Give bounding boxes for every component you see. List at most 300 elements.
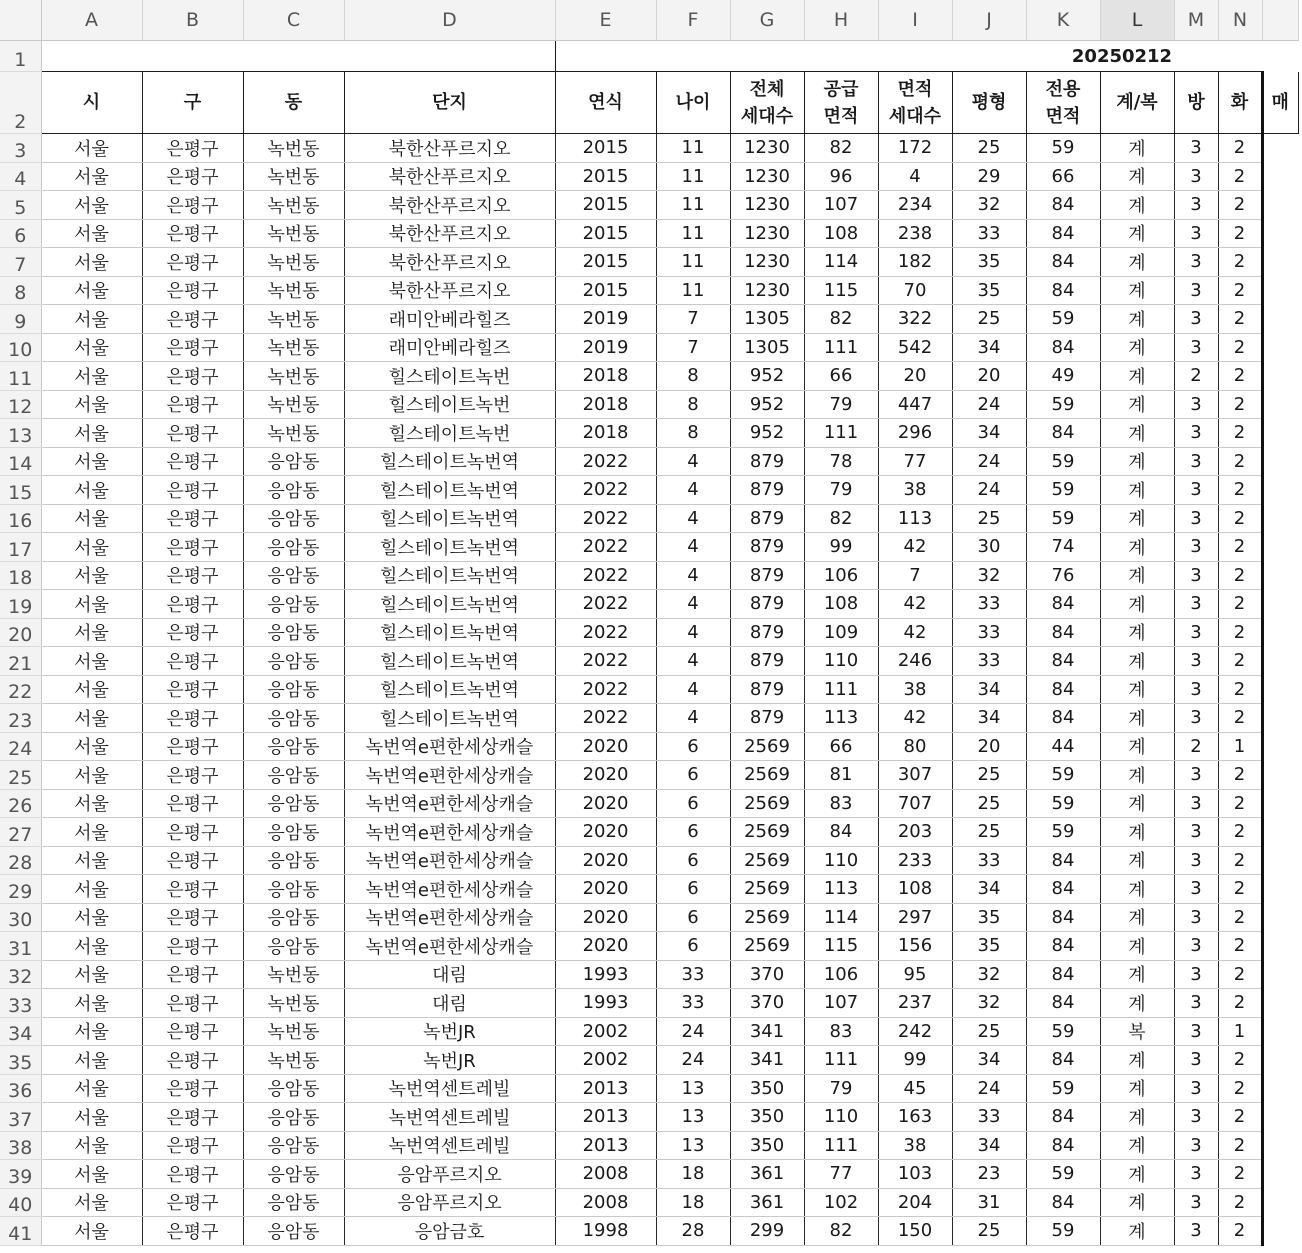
cell[interactable]: 33 — [656, 960, 730, 989]
cell[interactable]: 34 — [952, 1131, 1026, 1160]
cell[interactable]: 2015 — [555, 134, 656, 163]
cell[interactable]: 계 — [1100, 419, 1174, 448]
cell[interactable]: 84 — [1026, 1188, 1100, 1217]
cell[interactable]: 6 — [656, 875, 730, 904]
cell[interactable]: 계 — [1100, 647, 1174, 676]
cell[interactable]: 2 — [1218, 561, 1262, 590]
cell[interactable]: 2022 — [555, 675, 656, 704]
cell[interactable]: 녹번동 — [243, 162, 344, 191]
cell[interactable]: 23 — [952, 1160, 1026, 1189]
cell[interactable] — [1262, 1188, 1298, 1217]
cell[interactable]: 3 — [1174, 761, 1218, 790]
row-header[interactable]: 18 — [0, 561, 41, 590]
cell[interactable]: 2015 — [555, 191, 656, 220]
cell[interactable]: 370 — [730, 989, 804, 1018]
cell[interactable]: 래미안베라힐즈 — [344, 305, 555, 334]
cell[interactable]: 113 — [804, 704, 878, 733]
cell[interactable]: 녹번역센트레빌 — [344, 1074, 555, 1103]
cell[interactable]: 542 — [878, 333, 952, 362]
cell[interactable]: 2569 — [730, 932, 804, 961]
cell[interactable]: 95 — [878, 960, 952, 989]
cell[interactable]: 2015 — [555, 162, 656, 191]
row-header[interactable]: 8 — [0, 276, 41, 305]
cell[interactable]: 1 — [1218, 732, 1262, 761]
row-header[interactable]: 39 — [0, 1160, 41, 1189]
row-header[interactable]: 19 — [0, 590, 41, 619]
cell[interactable] — [1262, 305, 1298, 334]
cell[interactable]: 은평구 — [142, 989, 243, 1018]
cell[interactable] — [555, 41, 1026, 72]
cell[interactable]: 서울 — [41, 276, 142, 305]
cell[interactable]: 108 — [804, 590, 878, 619]
cell[interactable]: 서울 — [41, 618, 142, 647]
cell[interactable]: 879 — [730, 704, 804, 733]
cell[interactable]: 111 — [804, 1131, 878, 1160]
cell[interactable]: 계 — [1100, 618, 1174, 647]
cell[interactable]: 59 — [1026, 1017, 1100, 1046]
header-cell[interactable]: 동 — [243, 72, 344, 134]
cell[interactable]: 응암동 — [243, 533, 344, 562]
cell[interactable]: 59 — [1026, 761, 1100, 790]
cell[interactable]: 361 — [730, 1160, 804, 1189]
cell[interactable]: 11 — [656, 248, 730, 277]
cell[interactable]: 2 — [1218, 504, 1262, 533]
row-header[interactable]: 1 — [0, 41, 41, 72]
cell[interactable]: 서울 — [41, 846, 142, 875]
cell[interactable]: 은평구 — [142, 362, 243, 391]
cell[interactable]: 49 — [1026, 362, 1100, 391]
cell[interactable]: 힐스테이트녹번역 — [344, 561, 555, 590]
row-header[interactable]: 38 — [0, 1131, 41, 1160]
cell[interactable]: 서울 — [41, 362, 142, 391]
cell[interactable]: 은평구 — [142, 561, 243, 590]
cell[interactable]: 1993 — [555, 960, 656, 989]
cell[interactable]: 84 — [1026, 903, 1100, 932]
cell[interactable]: 3 — [1174, 561, 1218, 590]
row-header[interactable]: 33 — [0, 989, 41, 1018]
cell[interactable]: 238 — [878, 219, 952, 248]
header-cell[interactable]: 나이 — [656, 72, 730, 134]
header-cell[interactable]: 화 — [1218, 72, 1262, 134]
cell[interactable]: 2 — [1218, 533, 1262, 562]
cell[interactable]: 2020 — [555, 903, 656, 932]
cell[interactable]: 82 — [804, 1217, 878, 1246]
header-cell[interactable]: 면적 세대수 — [878, 72, 952, 134]
row-header[interactable]: 37 — [0, 1103, 41, 1132]
cell[interactable]: 북한산푸르지오 — [344, 162, 555, 191]
cell[interactable]: 76 — [1026, 561, 1100, 590]
cell[interactable]: 3 — [1174, 818, 1218, 847]
cell[interactable]: 대림 — [344, 960, 555, 989]
cell[interactable]: 계 — [1100, 1131, 1174, 1160]
cell[interactable]: 296 — [878, 419, 952, 448]
cell[interactable]: 109 — [804, 618, 878, 647]
cell[interactable] — [1262, 761, 1298, 790]
cell[interactable]: 34 — [952, 675, 1026, 704]
cell[interactable]: 34 — [952, 419, 1026, 448]
cell[interactable]: 계 — [1100, 561, 1174, 590]
row-header[interactable]: 5 — [0, 191, 41, 220]
cell[interactable]: 3 — [1174, 1217, 1218, 1246]
cell[interactable]: 84 — [1026, 248, 1100, 277]
header-cell[interactable]: 평형 — [952, 72, 1026, 134]
cell[interactable]: 은평구 — [142, 191, 243, 220]
cell[interactable]: 8 — [656, 390, 730, 419]
cell[interactable]: 81 — [804, 761, 878, 790]
cell[interactable]: 38 — [878, 476, 952, 505]
cell[interactable]: 2569 — [730, 761, 804, 790]
cell[interactable]: 3 — [1174, 533, 1218, 562]
cell[interactable]: 80 — [878, 732, 952, 761]
cell[interactable]: 2 — [1218, 476, 1262, 505]
cell[interactable]: 2 — [1218, 390, 1262, 419]
cell[interactable]: 녹번역e편한세상캐슬 — [344, 732, 555, 761]
cell[interactable]: 33 — [952, 219, 1026, 248]
cell[interactable]: 13 — [656, 1103, 730, 1132]
cell[interactable]: 서울 — [41, 476, 142, 505]
cell[interactable]: 응암동 — [243, 1103, 344, 1132]
cell[interactable]: 계 — [1100, 476, 1174, 505]
column-header-o[interactable] — [1262, 0, 1298, 41]
row-header[interactable]: 32 — [0, 960, 41, 989]
cell[interactable]: 70 — [878, 276, 952, 305]
cell[interactable]: 111 — [804, 419, 878, 448]
cell[interactable]: 은평구 — [142, 704, 243, 733]
cell[interactable]: 42 — [878, 618, 952, 647]
cell[interactable]: 녹번동 — [243, 191, 344, 220]
cell[interactable]: 341 — [730, 1046, 804, 1075]
cell[interactable]: 계 — [1100, 590, 1174, 619]
cell[interactable]: 3 — [1174, 162, 1218, 191]
column-header-a[interactable]: A — [41, 0, 142, 41]
cell[interactable] — [1262, 276, 1298, 305]
cell[interactable]: 힐스테이트녹번역 — [344, 675, 555, 704]
cell[interactable]: 계 — [1100, 761, 1174, 790]
cell[interactable]: 2008 — [555, 1188, 656, 1217]
cell[interactable]: 녹번역e편한세상캐슬 — [344, 789, 555, 818]
cell[interactable]: 83 — [804, 789, 878, 818]
cell[interactable]: 은평구 — [142, 675, 243, 704]
row-header[interactable]: 21 — [0, 647, 41, 676]
cell[interactable]: 3 — [1174, 419, 1218, 448]
cell[interactable]: 은평구 — [142, 647, 243, 676]
header-cell[interactable]: 방 — [1174, 72, 1218, 134]
cell[interactable]: 3 — [1174, 390, 1218, 419]
row-header[interactable]: 41 — [0, 1217, 41, 1246]
cell[interactable]: 59 — [1026, 134, 1100, 163]
cell[interactable]: 2 — [1218, 618, 1262, 647]
cell[interactable]: 204 — [878, 1188, 952, 1217]
cell[interactable]: 3 — [1174, 219, 1218, 248]
cell[interactable]: 3 — [1174, 276, 1218, 305]
cell[interactable]: 25 — [952, 761, 1026, 790]
row-header[interactable]: 22 — [0, 675, 41, 704]
row-header[interactable]: 40 — [0, 1188, 41, 1217]
cell[interactable] — [1262, 1131, 1298, 1160]
cell[interactable]: 은평구 — [142, 932, 243, 961]
cell[interactable]: 응암동 — [243, 761, 344, 790]
cell[interactable]: 6 — [656, 932, 730, 961]
column-header-i[interactable]: I — [878, 0, 952, 41]
cell[interactable]: 110 — [804, 647, 878, 676]
cell[interactable]: 2 — [1218, 590, 1262, 619]
cell[interactable]: 1230 — [730, 219, 804, 248]
cell[interactable]: 879 — [730, 675, 804, 704]
cell[interactable]: 113 — [878, 504, 952, 533]
cell[interactable] — [1262, 561, 1298, 590]
cell[interactable]: 서울 — [41, 903, 142, 932]
cell[interactable]: 은평구 — [142, 1217, 243, 1246]
cell[interactable]: 96 — [804, 162, 878, 191]
cell[interactable]: 11 — [656, 191, 730, 220]
cell[interactable]: 3 — [1174, 333, 1218, 362]
cell[interactable]: 은평구 — [142, 1188, 243, 1217]
cell[interactable]: 서울 — [41, 134, 142, 163]
cell[interactable]: 1305 — [730, 305, 804, 334]
cell[interactable] — [1262, 390, 1298, 419]
cell[interactable]: 2008 — [555, 1160, 656, 1189]
cell[interactable]: 녹번동 — [243, 362, 344, 391]
column-header-g[interactable]: G — [730, 0, 804, 41]
cell[interactable]: 33 — [952, 846, 1026, 875]
cell[interactable]: 2 — [1218, 1046, 1262, 1075]
cell[interactable] — [1262, 989, 1298, 1018]
cell[interactable] — [1262, 362, 1298, 391]
cell[interactable]: 서울 — [41, 989, 142, 1018]
cell[interactable]: 2 — [1218, 1188, 1262, 1217]
cell[interactable]: 은평구 — [142, 419, 243, 448]
cell[interactable]: 1230 — [730, 162, 804, 191]
row-header[interactable]: 13 — [0, 419, 41, 448]
cell[interactable] — [1262, 41, 1298, 72]
cell[interactable]: 응암동 — [243, 1188, 344, 1217]
cell[interactable]: 2 — [1218, 162, 1262, 191]
cell[interactable]: 응암동 — [243, 818, 344, 847]
cell[interactable]: 4 — [656, 447, 730, 476]
cell[interactable]: 350 — [730, 1103, 804, 1132]
cell[interactable]: 203 — [878, 818, 952, 847]
column-header-c[interactable]: C — [243, 0, 344, 41]
cell[interactable]: 59 — [1026, 447, 1100, 476]
cell[interactable]: 237 — [878, 989, 952, 1018]
row-header[interactable]: 20 — [0, 618, 41, 647]
cell[interactable]: 4 — [656, 561, 730, 590]
cell[interactable]: 952 — [730, 419, 804, 448]
cell[interactable]: 879 — [730, 561, 804, 590]
column-header-f[interactable]: F — [656, 0, 730, 41]
cell[interactable]: 은평구 — [142, 219, 243, 248]
cell[interactable]: 242 — [878, 1017, 952, 1046]
cell[interactable]: 952 — [730, 390, 804, 419]
cell[interactable] — [1262, 818, 1298, 847]
cell[interactable]: 82 — [804, 305, 878, 334]
cell[interactable]: 응암동 — [243, 1160, 344, 1189]
column-header-n[interactable]: N — [1218, 0, 1262, 41]
cell[interactable]: 녹번동 — [243, 248, 344, 277]
cell[interactable]: 84 — [1026, 846, 1100, 875]
cell[interactable]: 녹번동 — [243, 390, 344, 419]
cell[interactable]: 힐스테이트녹번 — [344, 362, 555, 391]
cell[interactable]: 8 — [656, 362, 730, 391]
cell[interactable]: 59 — [1026, 504, 1100, 533]
cell[interactable]: 25 — [952, 134, 1026, 163]
cell[interactable]: 녹번역e편한세상캐슬 — [344, 875, 555, 904]
row-header[interactable]: 28 — [0, 846, 41, 875]
cell[interactable]: 은평구 — [142, 1046, 243, 1075]
cell[interactable]: 35 — [952, 932, 1026, 961]
cell[interactable]: 11 — [656, 134, 730, 163]
cell[interactable]: 서울 — [41, 504, 142, 533]
cell[interactable]: 24 — [952, 390, 1026, 419]
cell[interactable]: 45 — [878, 1074, 952, 1103]
cell[interactable]: 서울 — [41, 1217, 142, 1246]
cell[interactable]: 녹번동 — [243, 134, 344, 163]
cell[interactable]: 66 — [804, 732, 878, 761]
cell[interactable]: 20 — [952, 732, 1026, 761]
column-header-d[interactable]: D — [344, 0, 555, 41]
cell[interactable]: 서울 — [41, 1160, 142, 1189]
cell[interactable]: 350 — [730, 1074, 804, 1103]
cell[interactable] — [1262, 191, 1298, 220]
cell[interactable]: 2019 — [555, 305, 656, 334]
cell[interactable]: 은평구 — [142, 1017, 243, 1046]
cell[interactable]: 녹번역e편한세상캐슬 — [344, 903, 555, 932]
cell[interactable]: 108 — [878, 875, 952, 904]
cell[interactable]: 3 — [1174, 476, 1218, 505]
cell[interactable]: 응암동 — [243, 932, 344, 961]
cell[interactable]: 2015 — [555, 276, 656, 305]
cell[interactable]: 44 — [1026, 732, 1100, 761]
cell[interactable]: 2022 — [555, 533, 656, 562]
cell[interactable]: 35 — [952, 248, 1026, 277]
cell[interactable]: 은평구 — [142, 533, 243, 562]
cell[interactable]: 2020 — [555, 846, 656, 875]
cell[interactable]: 33 — [952, 1103, 1026, 1132]
cell[interactable]: 114 — [804, 248, 878, 277]
cell[interactable]: 은평구 — [142, 162, 243, 191]
cell[interactable]: 6 — [656, 732, 730, 761]
cell[interactable]: 66 — [1026, 162, 1100, 191]
cell[interactable]: 응암금호 — [344, 1217, 555, 1246]
cell[interactable]: 서울 — [41, 1188, 142, 1217]
cell[interactable]: 2020 — [555, 932, 656, 961]
cell[interactable]: 은평구 — [142, 276, 243, 305]
cell[interactable]: 3 — [1174, 447, 1218, 476]
cell[interactable]: 350 — [730, 1131, 804, 1160]
cell[interactable] — [1262, 504, 1298, 533]
cell[interactable]: 102 — [804, 1188, 878, 1217]
cell[interactable]: 299 — [730, 1217, 804, 1246]
cell[interactable]: 2 — [1218, 248, 1262, 277]
cell[interactable]: 3 — [1174, 932, 1218, 961]
cell[interactable]: 1230 — [730, 134, 804, 163]
cell[interactable]: 110 — [804, 1103, 878, 1132]
cell[interactable]: 6 — [656, 903, 730, 932]
header-cell[interactable]: 단지 — [344, 72, 555, 134]
cell[interactable]: 서울 — [41, 818, 142, 847]
cell[interactable]: 2015 — [555, 219, 656, 248]
cell[interactable]: 녹번동 — [243, 219, 344, 248]
cell[interactable]: 계 — [1100, 248, 1174, 277]
column-header-h[interactable]: H — [804, 0, 878, 41]
row-header[interactable]: 30 — [0, 903, 41, 932]
cell[interactable]: 응암동 — [243, 1217, 344, 1246]
cell[interactable]: 녹번동 — [243, 276, 344, 305]
cell[interactable]: 370 — [730, 960, 804, 989]
row-header[interactable]: 3 — [0, 134, 41, 163]
cell[interactable]: 361 — [730, 1188, 804, 1217]
cell[interactable]: 110 — [804, 846, 878, 875]
cell[interactable]: 297 — [878, 903, 952, 932]
header-cell[interactable]: 공급 면적 — [804, 72, 878, 134]
select-all-corner[interactable] — [0, 0, 41, 41]
cell[interactable]: 계 — [1100, 219, 1174, 248]
cell[interactable]: 서울 — [41, 875, 142, 904]
cell[interactable]: 계 — [1100, 1160, 1174, 1189]
cell[interactable]: 응암푸르지오 — [344, 1188, 555, 1217]
cell[interactable]: 20 — [952, 362, 1026, 391]
cell[interactable]: 응암푸르지오 — [344, 1160, 555, 1189]
cell[interactable]: 응암동 — [243, 875, 344, 904]
cell[interactable]: 서울 — [41, 789, 142, 818]
cell[interactable]: 35 — [952, 903, 1026, 932]
cell[interactable]: 은평구 — [142, 761, 243, 790]
column-header-j[interactable]: J — [952, 0, 1026, 41]
column-header-k[interactable]: K — [1026, 0, 1100, 41]
cell[interactable]: 33 — [952, 618, 1026, 647]
cell[interactable]: 25 — [952, 305, 1026, 334]
cell[interactable]: 111 — [804, 675, 878, 704]
cell[interactable]: 2 — [1218, 305, 1262, 334]
cell[interactable]: 3 — [1174, 1131, 1218, 1160]
cell[interactable]: 4 — [656, 647, 730, 676]
row-header[interactable]: 7 — [0, 248, 41, 277]
cell[interactable] — [1262, 789, 1298, 818]
cell[interactable]: 84 — [1026, 419, 1100, 448]
cell[interactable]: 24 — [656, 1017, 730, 1046]
cell[interactable]: 59 — [1026, 305, 1100, 334]
cell[interactable]: 북한산푸르지오 — [344, 191, 555, 220]
cell[interactable]: 163 — [878, 1103, 952, 1132]
cell[interactable]: 2020 — [555, 875, 656, 904]
cell[interactable]: 계 — [1100, 818, 1174, 847]
cell[interactable]: 2 — [1174, 362, 1218, 391]
cell[interactable]: 3 — [1174, 989, 1218, 1018]
cell[interactable]: 녹번역e편한세상캐슬 — [344, 932, 555, 961]
cell[interactable]: 82 — [804, 134, 878, 163]
cell[interactable]: 84 — [1026, 932, 1100, 961]
cell[interactable]: 1993 — [555, 989, 656, 1018]
row-header[interactable]: 12 — [0, 390, 41, 419]
cell[interactable]: 3 — [1174, 704, 1218, 733]
cell[interactable]: 3 — [1174, 789, 1218, 818]
cell[interactable]: 42 — [878, 533, 952, 562]
cell[interactable]: 113 — [804, 875, 878, 904]
cell[interactable]: 은평구 — [142, 960, 243, 989]
cell[interactable]: 114 — [804, 903, 878, 932]
cell[interactable]: 233 — [878, 846, 952, 875]
cell[interactable]: 대림 — [344, 989, 555, 1018]
cell[interactable]: 서울 — [41, 390, 142, 419]
cell[interactable]: 35 — [952, 276, 1026, 305]
cell[interactable]: 2020 — [555, 789, 656, 818]
cell[interactable]: 33 — [656, 989, 730, 1018]
cell[interactable]: 응암동 — [243, 704, 344, 733]
row-header[interactable]: 27 — [0, 818, 41, 847]
cell[interactable]: 2569 — [730, 875, 804, 904]
header-cell[interactable]: 구 — [142, 72, 243, 134]
cell[interactable]: 3 — [1174, 1046, 1218, 1075]
